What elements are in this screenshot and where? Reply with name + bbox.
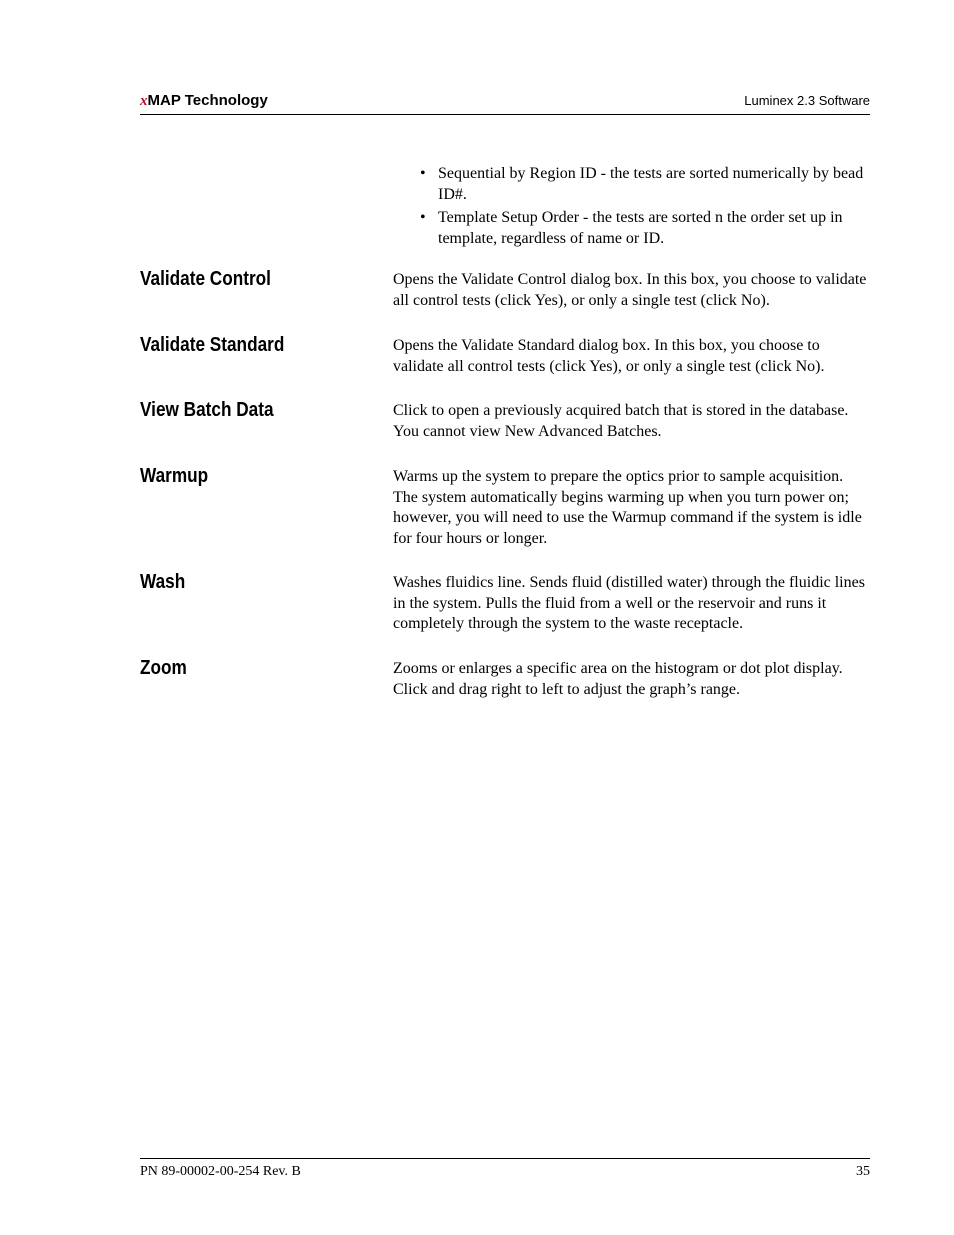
entry-term: Validate Control (140, 268, 271, 290)
entry-definition: Warms up the system to prepare the optics prior to sample acquisition. The system automatically begins warming up when you turn power on; however, you will need to use the Warmup command if the system is idle for four hours or longer. (393, 468, 862, 547)
part-number: PN 89-00002-00-254 Rev. B (140, 1164, 301, 1179)
product-name: Luminex 2.3 Software (744, 93, 870, 108)
entry-definition: Washes fluidics line. Sends fluid (distilled water) through the fluidic lines in the system. Pulls the fluid from a well or the reservoir and runs it completely through the system to the waste receptacle. (393, 574, 865, 632)
brand-name: MAP Technology (147, 92, 268, 109)
brand-title (140, 92, 268, 110)
page-header (140, 90, 870, 115)
entry-definition: Opens the Validate Control dialog box. In this box, you choose to validate all control tests (click Yes), or only a single test (click No). (393, 271, 867, 309)
list-item-text: Sequential by Region ID - the tests are sorted numerically by bead ID#. (438, 165, 864, 203)
entry-definition: Click to open a previously acquired batch that is stored in the database. You cannot view New Advanced Batches. (393, 402, 849, 440)
list-item (418, 163, 870, 205)
list-item (418, 207, 870, 249)
bullet-icon: • (420, 209, 426, 226)
entry-term: Warmup (140, 465, 209, 487)
entry-term: Wash (140, 571, 186, 593)
entry-definition: Zooms or enlarges a specific area on the histogram or dot plot display. Click and drag right to left to adjust the graph’s range. (393, 660, 843, 698)
entry-term: Zoom (140, 657, 187, 679)
page-footer (140, 1158, 870, 1185)
brand-prefix: x (140, 93, 148, 109)
bullet-icon: • (420, 165, 426, 182)
list-item-text: Template Setup Order - the tests are sorted n the order set up in template, regardless of name or ID. (438, 209, 843, 247)
entry-term: Validate Standard (140, 334, 285, 356)
entry-definition: Opens the Validate Standard dialog box. In this box, you choose to validate all control tests (click Yes), or only a single test (click No). (393, 337, 825, 375)
entry-term: View Batch Data (140, 399, 274, 421)
page-number: 35 (856, 1164, 870, 1179)
sort-options-list (418, 163, 870, 251)
